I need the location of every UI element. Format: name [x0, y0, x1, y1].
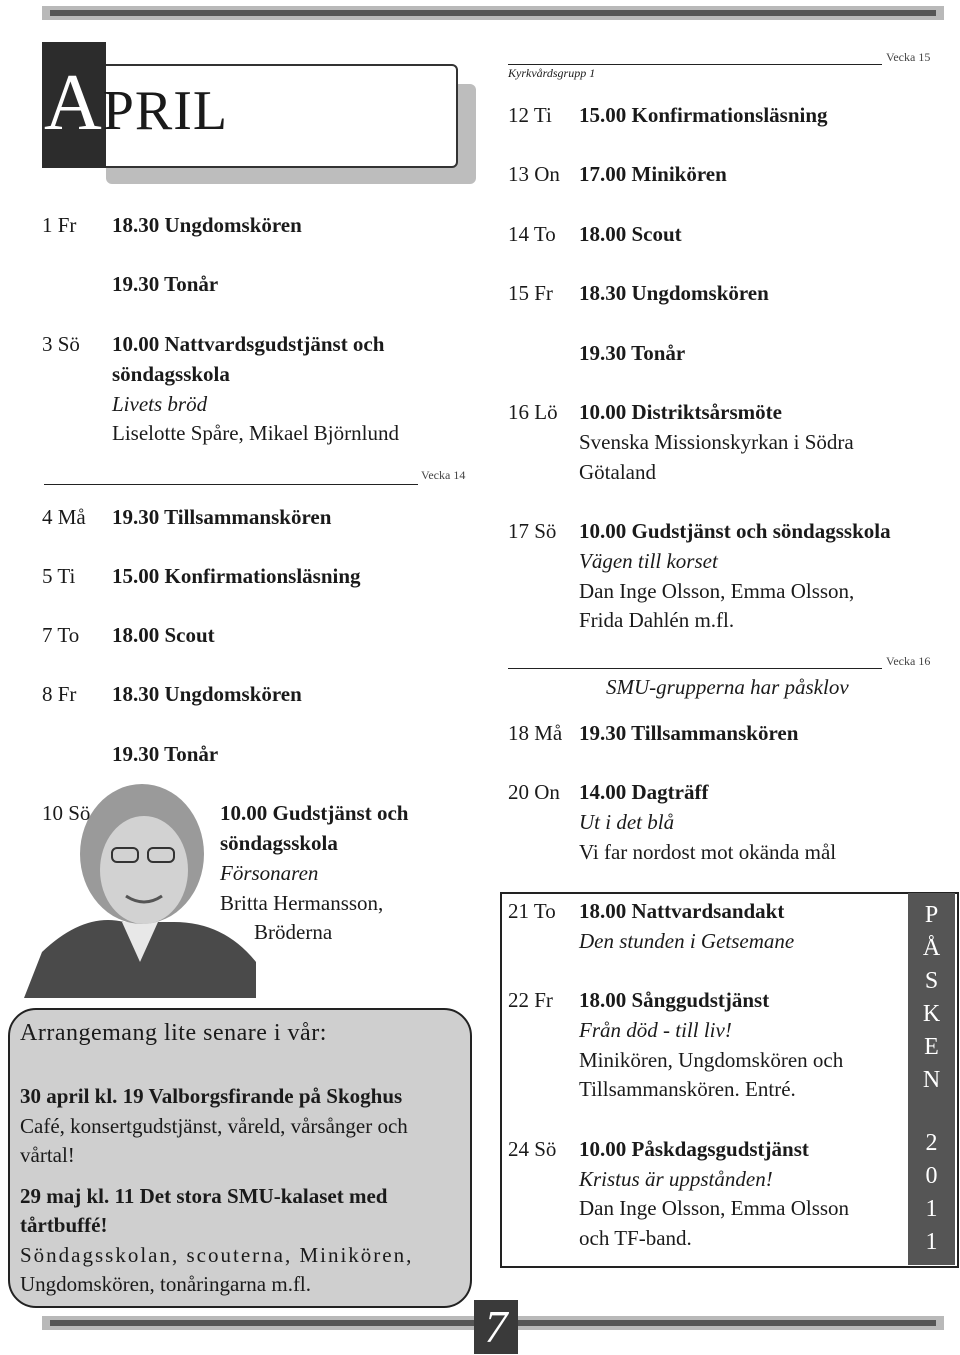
left-day-5: 5 Ti [42, 564, 76, 588]
right-day-15: 15 Fr [508, 281, 553, 305]
paske-letter: K [922, 1001, 941, 1027]
paske-letter: P [924, 902, 939, 928]
paske-letter: E [924, 1034, 939, 1060]
left-event-3-theme: Livets bröd [112, 392, 208, 416]
week-label-16: Vecka 16 [886, 654, 931, 668]
paske-letter: 2 [925, 1130, 938, 1156]
paske-day-21: 21 To [508, 899, 556, 923]
right-day-16: 16 Lö [508, 400, 558, 424]
right-day-13: 13 On [508, 162, 560, 186]
left-event-8: 18.30 Ungdomskören [112, 682, 302, 706]
paske-vertical-strip [908, 893, 955, 1265]
week-label-14: Vecka 14 [421, 468, 466, 482]
left-day-8: 8 Fr [42, 682, 77, 706]
right-event-17: 10.00 Gudstjänst och söndagsskola [579, 519, 891, 543]
right-day-20: 20 On [508, 780, 560, 804]
arrangemang-item2-title2: tårtbuffé! [20, 1213, 108, 1237]
paske-letter: S [924, 968, 939, 994]
arrangemang-item1-title: 30 april kl. 19 Valborgsfirande på Skoghus [20, 1084, 403, 1108]
left-day-7: 7 To [42, 623, 80, 647]
left-event-10-people: Britta Hermansson, [220, 891, 384, 915]
left-event-3-cont: söndagsskola [112, 362, 230, 386]
paske-event-21: 18.00 Nattvardsandakt [579, 899, 785, 923]
paske-letter: 1 [925, 1196, 938, 1222]
right-event-16: 10.00 Distriktsårsmöte [579, 400, 782, 424]
arrangemang-item2-line2: Ungdomskören, tonåringarna m.fl. [20, 1272, 312, 1296]
arrangemang-item1-line1: Café, konsertgudstjänst, våreld, vårsånger och [20, 1114, 408, 1138]
paske-event-24-people: Dan Inge Olsson, Emma Olsson [579, 1196, 850, 1220]
paske-letter [908, 1097, 955, 1127]
left-day-10: 10 Sö [42, 801, 91, 825]
right-event-13: 17.00 Minikören [579, 162, 727, 186]
left-event-10: 10.00 Gudstjänst och [220, 801, 409, 825]
right-event-16-people: Svenska Missionskyrkan i Södra [579, 430, 854, 454]
right-event-15b: 19.30 Tonår [579, 341, 686, 365]
week-divider-16 [508, 668, 882, 669]
left-event-10-cont: söndagsskola [220, 831, 338, 855]
right-day-18: 18 Må [508, 721, 563, 745]
left-event-7: 18.00 Scout [112, 623, 215, 647]
paske-letter: 0 [925, 1163, 938, 1189]
left-day-4: 4 Må [42, 505, 86, 529]
arrangemang-item1-line2: vårtal! [20, 1143, 75, 1167]
paske-letter: N [922, 1067, 941, 1093]
right-day-12: 12 Ti [508, 103, 552, 127]
left-event-5: 15.00 Konfirmationsläsning [112, 564, 361, 588]
right-event-17-theme: Vägen till korset [579, 549, 718, 573]
paske-event-22-people: Minikören, Ungdomskören och [579, 1048, 844, 1072]
right-event-12: 15.00 Konfirmationsläsning [579, 103, 828, 127]
right-event-15: 18.30 Ungdomskören [579, 281, 769, 305]
right-event-17-people2: Frida Dahlén m.fl. [579, 608, 735, 632]
paske-day-24: 24 Sö [508, 1137, 557, 1161]
left-event-3-people: Liselotte Spåre, Mikael Björnlund [112, 421, 399, 445]
paske-letter: Å [922, 935, 941, 961]
right-event-17-people: Dan Inge Olsson, Emma Olsson, [579, 579, 855, 603]
week-divider-15 [508, 64, 882, 65]
page-title: APRIL [44, 59, 229, 147]
right-event-14: 18.00 Scout [579, 222, 682, 246]
kyrkvardsgrupp-label: Kyrkvårdsgrupp 1 [508, 66, 596, 80]
left-event-8b: 19.30 Tonår [112, 742, 219, 766]
week-label-15: Vecka 15 [886, 50, 931, 64]
paske-day-22: 22 Fr [508, 988, 553, 1012]
paske-event-24: 10.00 Påskdagsgudstjänst [579, 1137, 809, 1161]
right-day-17: 17 Sö [508, 519, 557, 543]
left-event-2: 19.30 Tonår [112, 272, 219, 296]
left-event-10-people2: Bröderna [254, 920, 333, 944]
paske-event-22-theme: Från död - till liv! [579, 1018, 732, 1042]
left-day-3: 3 Sö [42, 332, 80, 356]
left-day-1: 1 Fr [42, 213, 77, 237]
paske-event-24-people2: och TF-band. [579, 1226, 692, 1250]
top-decor-bar [42, 6, 944, 20]
page-number: 7 [474, 1300, 518, 1354]
left-event-3: 10.00 Nattvardsgudstjänst och [112, 332, 385, 356]
paske-event-22: 18.00 Sånggudstjänst [579, 988, 770, 1012]
paske-event-22-people2: Tillsammanskören. Entré. [579, 1077, 796, 1101]
right-event-20: 14.00 Dagträff [579, 780, 709, 804]
arrangemang-heading: Arrangemang lite senare i vår: [20, 1020, 327, 1046]
arrangemang-item2-title1: 29 maj kl. 11 Det stora SMU-kalaset med [20, 1184, 388, 1208]
right-event-16-people2: Götaland [579, 460, 656, 484]
left-event-10-theme: Försonaren [220, 861, 319, 885]
left-event-1: 18.30 Ungdomskören [112, 213, 302, 237]
right-note-paskklov: SMU-grupperna har påsklov [606, 675, 849, 699]
right-event-20-people: Vi far nordost mot okända mål [579, 840, 837, 864]
arrangemang-item2-line1: Söndagsskolan, scouterna, Minikören, [20, 1243, 414, 1267]
paske-letter: 1 [925, 1229, 938, 1255]
right-event-20-theme: Ut i det blå [579, 810, 675, 834]
right-event-18: 19.30 Tillsammanskören [579, 721, 799, 745]
right-day-14: 14 To [508, 222, 556, 246]
week-divider-14 [44, 484, 418, 485]
left-event-4: 19.30 Tillsammanskören [112, 505, 332, 529]
paske-event-24-theme: Kristus är uppstånden! [579, 1167, 773, 1191]
paske-event-21-theme: Den stunden i Getsemane [579, 929, 795, 953]
